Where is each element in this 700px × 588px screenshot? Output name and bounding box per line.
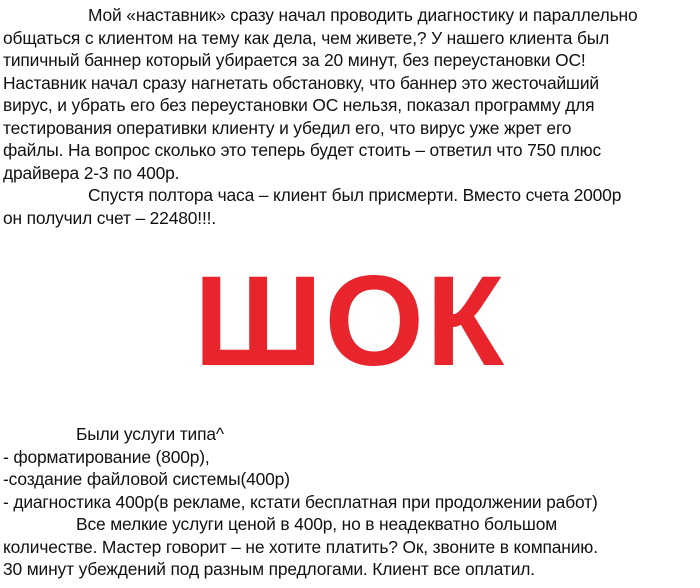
story-line: типичный баннер который убирается за 20 минут, без переустановки ОС! [3,50,586,70]
story-line: вирус, и убрать его без переустановки ОС нельзя, показал программу для [3,95,595,115]
services-line: 30 минут убеждений под разным предлогами. Клиент все оплатил. [3,559,535,579]
story-line: тестирования оперативки клиенту и убедил его, что вирус уже жрет его [3,117,572,138]
story-line: драйвера 2-3 по 400р. [3,162,180,183]
story-line: общаться с клиентом на тему как дела, чем живете,? У нашего клиента был [3,27,610,48]
services-item: -создание файловой системы(400р) [3,469,290,489]
story-paragraph [3,4,697,229]
services-line: Были услуги типа^ [76,424,224,444]
shock-heading: ШОК [193,250,507,393]
services-line: количестве. Мастер говорит – не хотите платить? Ок, звоните в компанию. [3,536,598,557]
story-line: Наставник начал сразу нагнетать обстановку, что баннер это жесточайший [3,72,599,93]
story-line: Мой «наставник» сразу начал проводить диагностику и параллельно [88,5,638,25]
story-line: Спустя полтора часа – клиент был присмерти. Вместо счета 2000р [88,185,622,205]
services-item: - форматирование (800р), [3,446,210,467]
services-paragraph [3,423,697,581]
story-line: файлы. На вопрос сколько это теперь будет стоить – ответил что 750 плюс [3,140,602,160]
story-line: он получил счет – 22480!!!. [3,207,217,228]
services-line: Все мелкие услуги ценой в 400р, но в неадекватно большом [76,514,558,534]
services-item: - диагностика 400р(в рекламе, кстати бесплатная при продолжении работ) [3,491,598,512]
